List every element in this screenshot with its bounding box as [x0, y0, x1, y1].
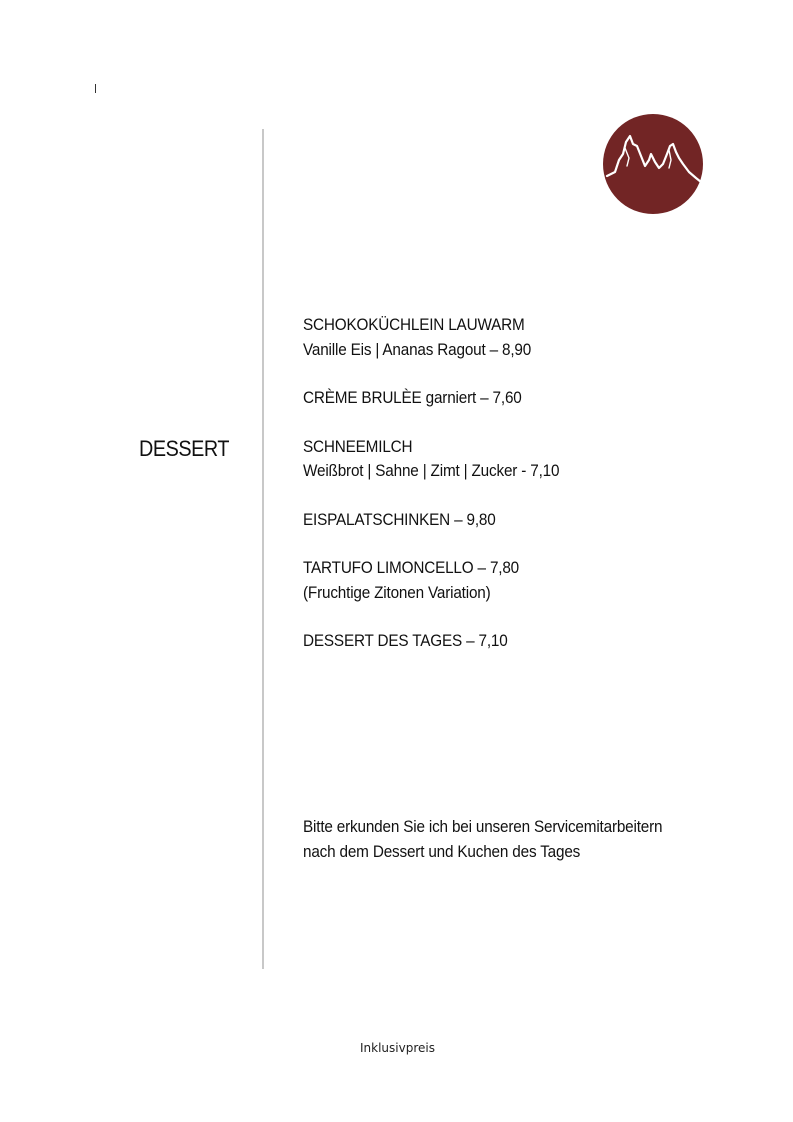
footer-price-note: Inklusivpreis: [360, 1041, 435, 1055]
menu-item: [303, 386, 763, 411]
menu-item: [303, 435, 763, 484]
menu-item-detail: (Fruchtige Zitonen Variation): [303, 582, 491, 602]
menu-item-detail: Vanille Eis | Ananas Ragout – 8,90: [303, 339, 532, 359]
service-note: [303, 815, 763, 864]
menu-item-name: SCHOKOKÜCHLEIN LAUWARM: [303, 315, 525, 334]
corner-mark: [95, 84, 96, 93]
service-note-line: nach dem Dessert und Kuchen des Tages: [303, 841, 581, 861]
section-title: DESSERT: [139, 436, 230, 461]
vertical-divider: [262, 129, 264, 969]
menu-item-name: SCHNEEMILCH: [303, 436, 413, 456]
menu-item: [303, 556, 763, 605]
menu-item: [303, 508, 763, 533]
menu-item: [303, 313, 763, 362]
dessert-menu-list: [303, 313, 763, 678]
menu-item-name: EISPALATSCHINKEN – 9,80: [303, 509, 496, 529]
menu-item-name: CRÈME BRULÈE garniert – 7,60: [303, 388, 522, 407]
menu-item-name: TARTUFO LIMONCELLO – 7,80: [303, 558, 519, 577]
menu-item-name: DESSERT DES TAGES – 7,10: [303, 631, 508, 650]
menu-item-detail: Weißbrot | Sahne | Zimt | Zucker - 7,10: [303, 461, 560, 480]
mountain-logo-icon: [603, 114, 703, 214]
menu-item: [303, 629, 763, 654]
service-note-line: Bitte erkunden Sie ich bei unseren Servicemitarbeitern: [303, 817, 663, 836]
